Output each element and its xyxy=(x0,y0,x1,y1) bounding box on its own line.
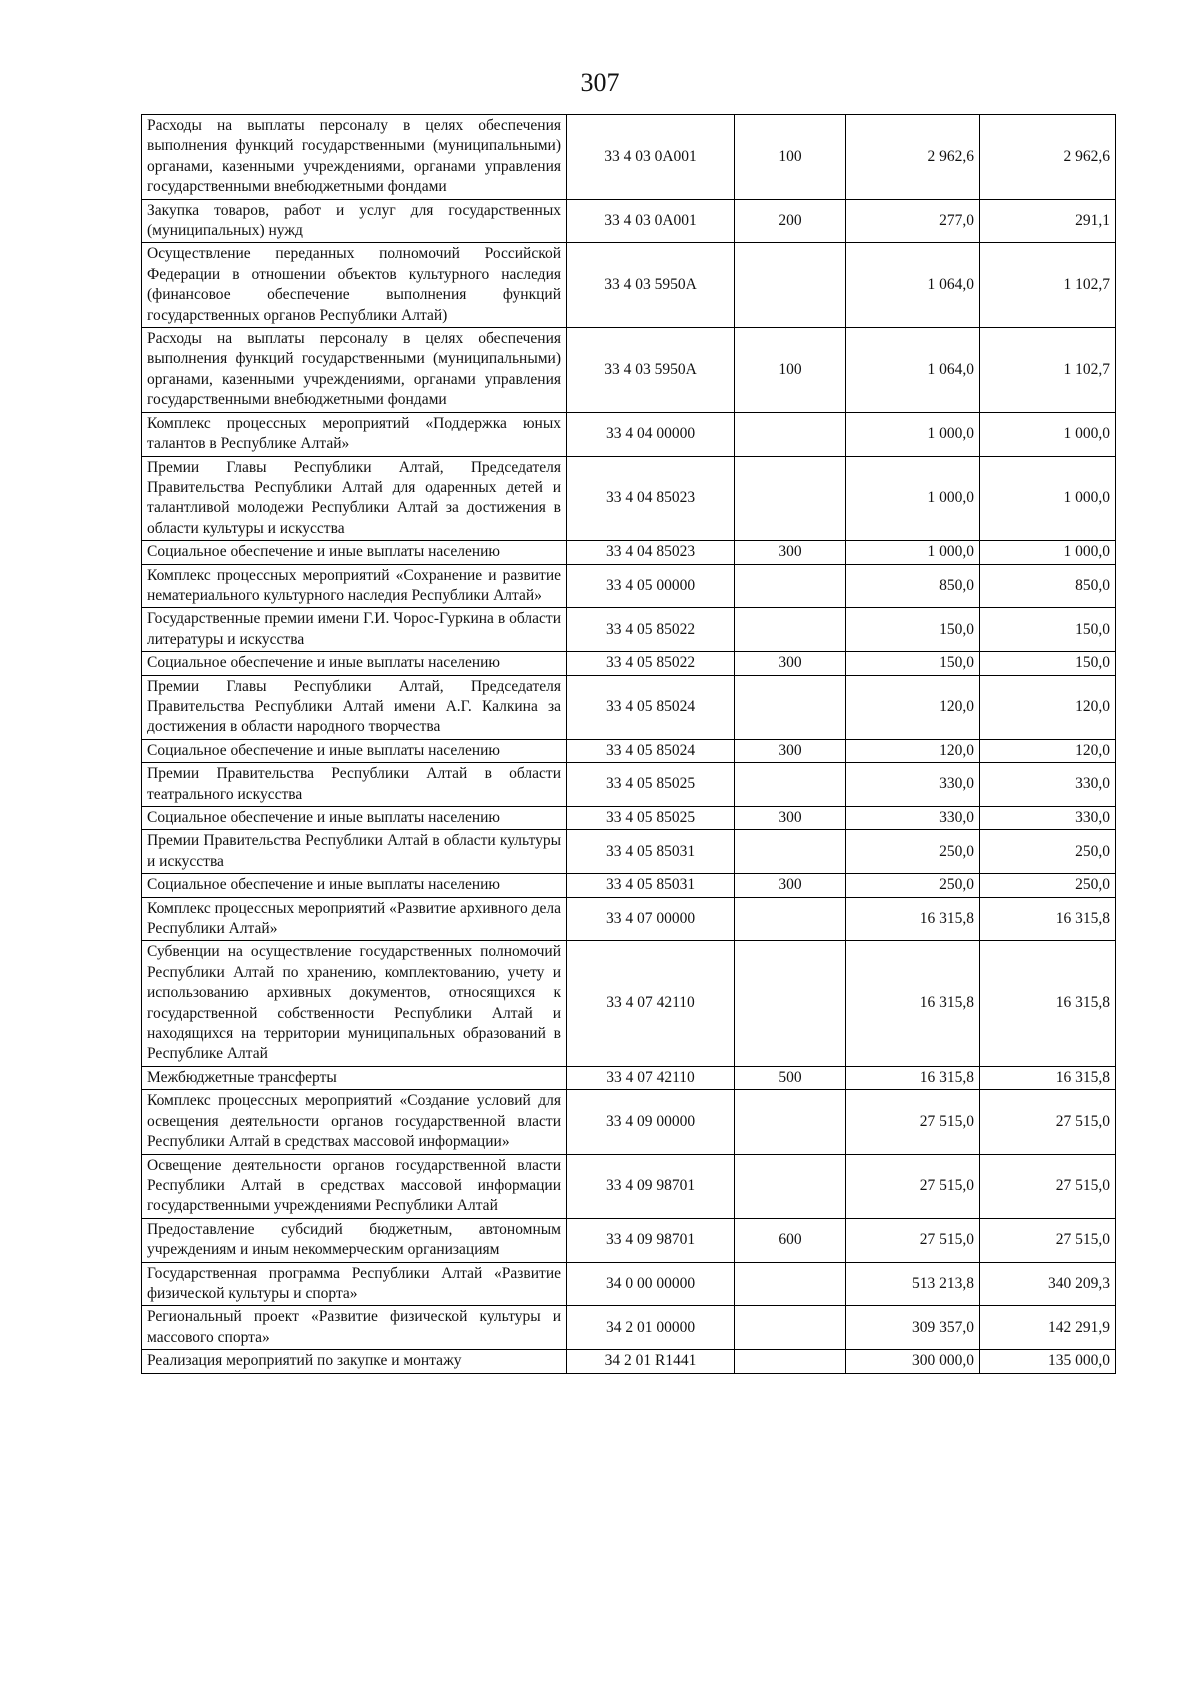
row-amount-year-1: 1 000,0 xyxy=(846,541,980,564)
row-expense-type: 300 xyxy=(735,739,846,762)
row-code: 33 4 05 85024 xyxy=(567,739,735,762)
row-name: Межбюджетные трансферты xyxy=(142,1066,567,1089)
row-amount-year-1: 513 213,8 xyxy=(846,1262,980,1306)
row-code: 33 4 05 85025 xyxy=(567,807,735,830)
table-row xyxy=(142,1262,1116,1306)
row-expense-type xyxy=(735,675,846,739)
row-code: 33 4 05 00000 xyxy=(567,564,735,608)
row-code: 33 4 04 85023 xyxy=(567,456,735,541)
row-name: Освещение деятельности органов государственной власти Республики Алтай в средствах массовой информации государственными учреждениями Республики Алтай xyxy=(142,1154,567,1218)
table-row xyxy=(142,675,1116,739)
row-expense-type xyxy=(735,1306,846,1350)
table-row xyxy=(142,608,1116,652)
row-expense-type xyxy=(735,456,846,541)
row-amount-year-1: 120,0 xyxy=(846,675,980,739)
row-code: 33 4 04 85023 xyxy=(567,541,735,564)
row-expense-type: 300 xyxy=(735,541,846,564)
row-code: 33 4 07 42110 xyxy=(567,1066,735,1089)
row-code: 33 4 04 00000 xyxy=(567,412,735,456)
row-name: Государственные премии имени Г.И. Чорос-Гуркина в области литературы и искусства xyxy=(142,608,567,652)
row-name: Премии Главы Республики Алтай, Председателя Правительства Республики Алтай для одаренных детей и талантливой молодежи Республики Алтай за достижения в области культуры и искусства xyxy=(142,456,567,541)
row-amount-year-2: 250,0 xyxy=(980,830,1116,874)
row-amount-year-1: 27 515,0 xyxy=(846,1218,980,1262)
table-row xyxy=(142,1306,1116,1350)
row-amount-year-1: 1 000,0 xyxy=(846,412,980,456)
table-row xyxy=(142,941,1116,1066)
row-code: 33 4 05 85031 xyxy=(567,830,735,874)
table-row xyxy=(142,243,1116,328)
row-amount-year-1: 1 064,0 xyxy=(846,243,980,328)
row-code: 34 2 01 00000 xyxy=(567,1306,735,1350)
row-amount-year-1: 330,0 xyxy=(846,763,980,807)
table-row xyxy=(142,115,1116,200)
table-row xyxy=(142,874,1116,897)
budget-table-body xyxy=(142,115,1116,1374)
row-amount-year-2: 850,0 xyxy=(980,564,1116,608)
row-expense-type: 600 xyxy=(735,1218,846,1262)
row-amount-year-2: 1 000,0 xyxy=(980,456,1116,541)
row-amount-year-2: 330,0 xyxy=(980,763,1116,807)
row-amount-year-1: 250,0 xyxy=(846,874,980,897)
row-amount-year-2: 27 515,0 xyxy=(980,1090,1116,1154)
table-row xyxy=(142,199,1116,243)
row-amount-year-1: 850,0 xyxy=(846,564,980,608)
row-amount-year-2: 1 102,7 xyxy=(980,328,1116,413)
row-code: 33 4 07 42110 xyxy=(567,941,735,1066)
row-code: 33 4 05 85022 xyxy=(567,608,735,652)
row-amount-year-2: 291,1 xyxy=(980,199,1116,243)
row-amount-year-1: 27 515,0 xyxy=(846,1090,980,1154)
row-amount-year-1: 120,0 xyxy=(846,739,980,762)
row-amount-year-2: 27 515,0 xyxy=(980,1218,1116,1262)
row-name: Премии Правительства Республики Алтай в области театрального искусства xyxy=(142,763,567,807)
row-amount-year-1: 150,0 xyxy=(846,608,980,652)
row-amount-year-2: 150,0 xyxy=(980,608,1116,652)
row-amount-year-2: 27 515,0 xyxy=(980,1154,1116,1218)
row-amount-year-2: 330,0 xyxy=(980,807,1116,830)
table-row xyxy=(142,456,1116,541)
row-code: 33 4 03 5950А xyxy=(567,243,735,328)
row-code: 34 0 00 00000 xyxy=(567,1262,735,1306)
row-code: 33 4 07 00000 xyxy=(567,897,735,941)
row-name: Премии Правительства Республики Алтай в области культуры и искусства xyxy=(142,830,567,874)
table-row xyxy=(142,807,1116,830)
row-expense-type: 100 xyxy=(735,115,846,200)
row-amount-year-2: 1 000,0 xyxy=(980,541,1116,564)
row-name: Комплекс процессных мероприятий «Развитие архивного дела Республики Алтай» xyxy=(142,897,567,941)
row-expense-type xyxy=(735,1350,846,1373)
row-expense-type: 300 xyxy=(735,652,846,675)
row-amount-year-1: 16 315,8 xyxy=(846,1066,980,1089)
row-amount-year-1: 250,0 xyxy=(846,830,980,874)
row-code: 33 4 05 85031 xyxy=(567,874,735,897)
page-number: 307 xyxy=(580,68,620,97)
row-name: Комплекс процессных мероприятий «Поддержка юных талантов в Республике Алтай» xyxy=(142,412,567,456)
row-name: Премии Главы Республики Алтай, Председателя Правительства Республики Алтай имени А.Г. Калкина за достижения в области народного творчества xyxy=(142,675,567,739)
row-code: 33 4 03 0А001 xyxy=(567,115,735,200)
row-code: 33 4 09 00000 xyxy=(567,1090,735,1154)
row-code: 33 4 05 85022 xyxy=(567,652,735,675)
row-amount-year-1: 277,0 xyxy=(846,199,980,243)
row-expense-type xyxy=(735,608,846,652)
row-amount-year-2: 120,0 xyxy=(980,675,1116,739)
table-row xyxy=(142,1218,1116,1262)
row-name: Государственная программа Республики Алтай «Развитие физической культуры и спорта» xyxy=(142,1262,567,1306)
row-amount-year-2: 16 315,8 xyxy=(980,897,1116,941)
row-expense-type: 100 xyxy=(735,328,846,413)
row-name: Комплекс процессных мероприятий «Сохранение и развитие нематериального культурного наследия Республики Алтай» xyxy=(142,564,567,608)
table-row xyxy=(142,739,1116,762)
row-amount-year-1: 16 315,8 xyxy=(846,941,980,1066)
row-amount-year-2: 16 315,8 xyxy=(980,1066,1116,1089)
row-name: Социальное обеспечение и иные выплаты населению xyxy=(142,541,567,564)
row-amount-year-2: 16 315,8 xyxy=(980,941,1116,1066)
row-amount-year-2: 2 962,6 xyxy=(980,115,1116,200)
table-row xyxy=(142,412,1116,456)
table-row xyxy=(142,830,1116,874)
row-code: 33 4 03 5950А xyxy=(567,328,735,413)
row-name: Социальное обеспечение и иные выплаты населению xyxy=(142,807,567,830)
table-row xyxy=(142,897,1116,941)
row-expense-type xyxy=(735,763,846,807)
row-amount-year-1: 150,0 xyxy=(846,652,980,675)
row-expense-type xyxy=(735,941,846,1066)
row-expense-type xyxy=(735,830,846,874)
row-code: 33 4 09 98701 xyxy=(567,1154,735,1218)
table-row xyxy=(142,652,1116,675)
budget-table xyxy=(141,114,1116,1374)
row-amount-year-1: 330,0 xyxy=(846,807,980,830)
row-code: 33 4 05 85024 xyxy=(567,675,735,739)
row-expense-type xyxy=(735,1090,846,1154)
row-expense-type xyxy=(735,412,846,456)
row-amount-year-1: 2 962,6 xyxy=(846,115,980,200)
row-amount-year-2: 150,0 xyxy=(980,652,1116,675)
row-expense-type xyxy=(735,243,846,328)
row-name: Предоставление субсидий бюджетным, автономным учреждениям и иным некоммерческим организациям xyxy=(142,1218,567,1262)
table-row xyxy=(142,1066,1116,1089)
row-code: 33 4 09 98701 xyxy=(567,1218,735,1262)
row-expense-type xyxy=(735,897,846,941)
row-name: Расходы на выплаты персоналу в целях обеспечения выполнения функций государственными (муниципальными) органами, казенными учреждениями, органами управления государственными внебюджетными фондами xyxy=(142,328,567,413)
table-row xyxy=(142,564,1116,608)
row-amount-year-2: 1 000,0 xyxy=(980,412,1116,456)
row-expense-type xyxy=(735,1262,846,1306)
table-row xyxy=(142,1154,1116,1218)
row-amount-year-2: 340 209,3 xyxy=(980,1262,1116,1306)
row-amount-year-2: 142 291,9 xyxy=(980,1306,1116,1350)
table-row xyxy=(142,328,1116,413)
row-code: 33 4 03 0А001 xyxy=(567,199,735,243)
row-name: Комплекс процессных мероприятий «Создание условий для освещения деятельности органов государственной власти Республики Алтай в средствах массовой информации» xyxy=(142,1090,567,1154)
row-amount-year-2: 135 000,0 xyxy=(980,1350,1116,1373)
row-expense-type: 500 xyxy=(735,1066,846,1089)
row-amount-year-1: 27 515,0 xyxy=(846,1154,980,1218)
row-amount-year-1: 1 064,0 xyxy=(846,328,980,413)
row-expense-type: 300 xyxy=(735,807,846,830)
row-name: Региональный проект «Развитие физической культуры и массового спорта» xyxy=(142,1306,567,1350)
row-name: Социальное обеспечение и иные выплаты населению xyxy=(142,739,567,762)
row-expense-type: 300 xyxy=(735,874,846,897)
row-amount-year-1: 300 000,0 xyxy=(846,1350,980,1373)
row-amount-year-2: 250,0 xyxy=(980,874,1116,897)
row-name: Социальное обеспечение и иные выплаты населению xyxy=(142,874,567,897)
row-name: Реализация мероприятий по закупке и монтажу xyxy=(142,1350,567,1373)
row-expense-type: 200 xyxy=(735,199,846,243)
row-amount-year-2: 1 102,7 xyxy=(980,243,1116,328)
row-name: Субвенции на осуществление государственных полномочий Республики Алтай по хранению, комплектованию, учету и использованию архивных документов, относящихся к государственной собственности Республики Алтай и находящихся на территории муниципальных образований в Республике Алтай xyxy=(142,941,567,1066)
table-row xyxy=(142,763,1116,807)
table-row xyxy=(142,541,1116,564)
row-code: 33 4 05 85025 xyxy=(567,763,735,807)
row-amount-year-1: 309 357,0 xyxy=(846,1306,980,1350)
row-amount-year-2: 120,0 xyxy=(980,739,1116,762)
row-name: Расходы на выплаты персоналу в целях обеспечения выполнения функций государственными (муниципальными) органами, казенными учреждениями, органами управления государственными внебюджетными фондами xyxy=(142,115,567,200)
row-amount-year-1: 1 000,0 xyxy=(846,456,980,541)
row-expense-type xyxy=(735,564,846,608)
table-row xyxy=(142,1090,1116,1154)
row-name: Закупка товаров, работ и услуг для государственных (муниципальных) нужд xyxy=(142,199,567,243)
row-name: Социальное обеспечение и иные выплаты населению xyxy=(142,652,567,675)
row-expense-type xyxy=(735,1154,846,1218)
row-name: Осуществление переданных полномочий Российской Федерации в отношении объектов культурного наследия (финансовое обеспечение выполнения функций государственных органов Республики Алтай) xyxy=(142,243,567,328)
row-amount-year-1: 16 315,8 xyxy=(846,897,980,941)
table-row xyxy=(142,1350,1116,1373)
row-code: 34 2 01 R1441 xyxy=(567,1350,735,1373)
